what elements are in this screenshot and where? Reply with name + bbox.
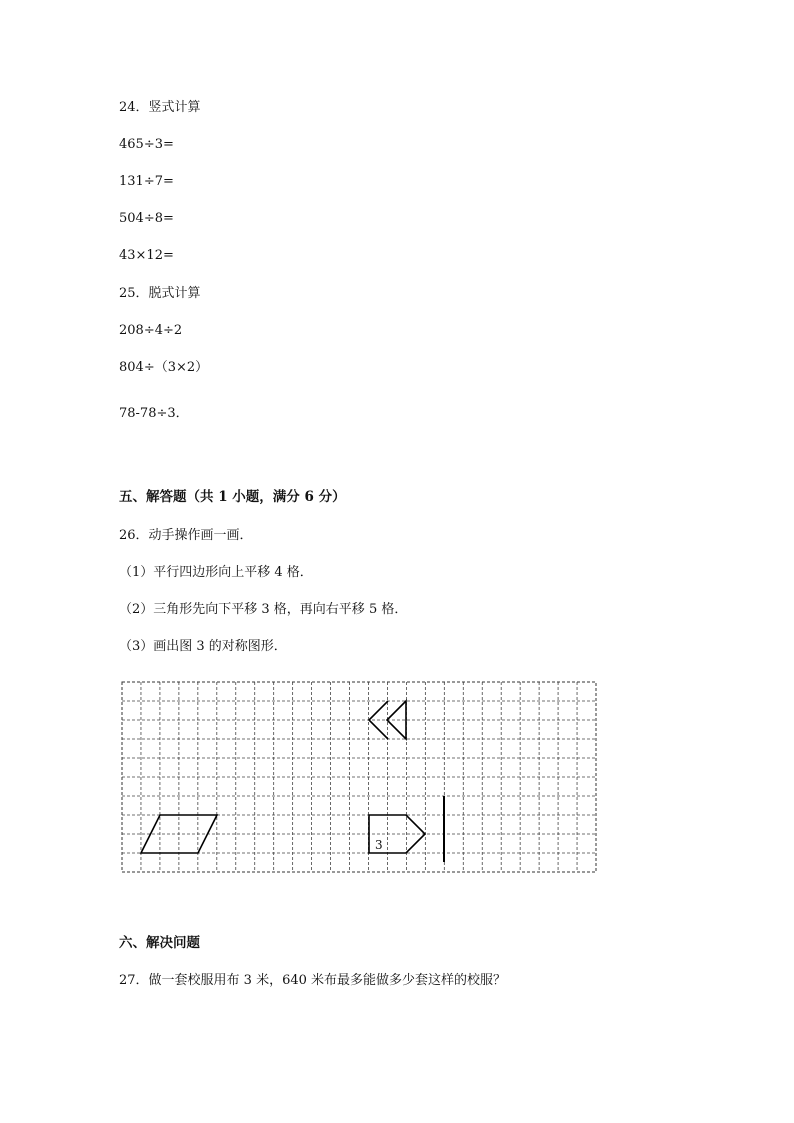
grid-figure [121,681,597,873]
question-26-step-2: （2）三角形先向下平移 3 格，再向右平移 5 格． [119,602,408,617]
question-26-title: 26．动手操作画一画． [119,528,253,543]
question-24-item-1: 465÷3= [119,137,174,152]
question-26-step-3: （3）画出图 3 的对称图形． [119,639,287,654]
grid-figure-svg [121,681,597,873]
section-6-heading: 六、解决问题 [119,935,200,951]
question-24-item-2: 131÷7= [119,174,174,189]
question-25-title: 25．脱式计算 [119,286,201,301]
question-25-item-1: 208÷4÷2 [119,323,183,338]
question-24-item-4: 43×12= [119,248,174,263]
grid-lines [122,682,596,872]
question-25-item-3: 78-78÷3． [119,406,189,421]
question-24-title: 24．竖式计算 [119,100,201,115]
question-25-item-2: 804÷（3×2） [119,360,209,375]
question-24-item-3: 504÷8= [119,211,174,226]
section-5-heading: 五、解答题（共 1 小题，满分 6 分） [119,489,346,505]
shape-label-3: 3 [375,838,383,852]
question-26-step-1: （1）平行四边形向上平移 4 格． [119,565,313,580]
question-27-title: 27．做一套校服用布 3 米，640 米布最多能做多少套这样的校服？ [119,973,507,988]
